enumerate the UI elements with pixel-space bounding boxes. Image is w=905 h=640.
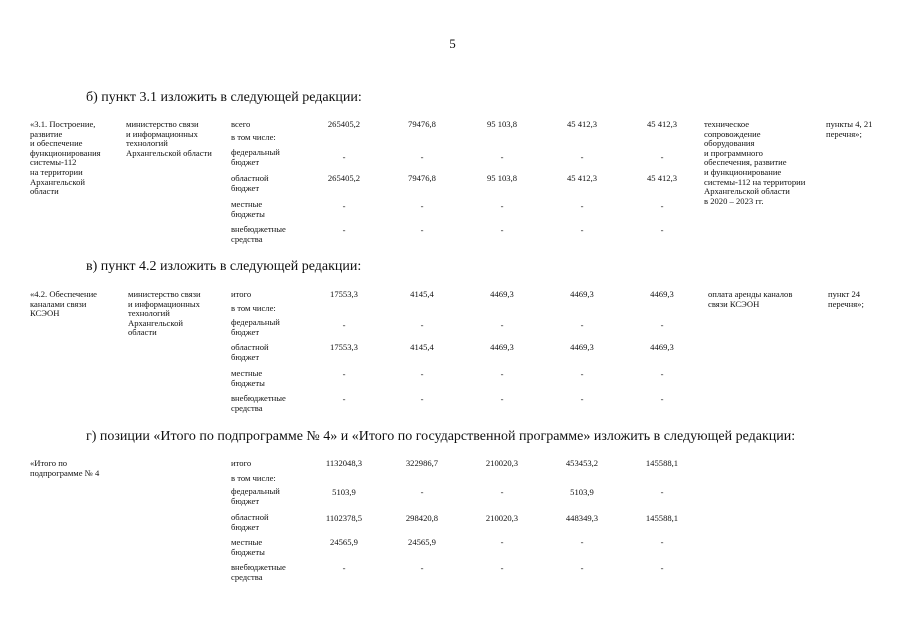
- value-cell: 448349,3: [565, 513, 599, 523]
- row-label: в том числе:: [231, 473, 276, 483]
- row-label: итого: [231, 458, 252, 468]
- row-label: местные бюджеты: [231, 537, 265, 557]
- row-label: внебюджетные средства: [231, 562, 286, 582]
- section-v-executor: министерство связи и информационных технологий Архангельской области: [128, 289, 201, 338]
- value-cell: -: [420, 201, 424, 211]
- value-cell: -: [660, 201, 664, 211]
- value-cell: 24565,9: [330, 537, 358, 547]
- value-cell: -: [660, 487, 664, 497]
- value-cell: -: [420, 394, 424, 404]
- section-g-name: «Итого по подпрограмме № 4: [30, 458, 100, 478]
- row-label: всего: [231, 119, 251, 129]
- section-v-heading: в) пункт 4.2 изложить в следующей редакции:: [86, 259, 362, 274]
- value-cell: -: [580, 394, 584, 404]
- value-cell: -: [342, 320, 346, 330]
- value-cell: -: [660, 394, 664, 404]
- value-cell: -: [500, 201, 504, 211]
- value-cell: 1102378,5: [325, 513, 363, 523]
- value-cell: -: [420, 369, 424, 379]
- value-cell: -: [580, 152, 584, 162]
- value-cell: -: [342, 394, 346, 404]
- row-label: в том числе:: [231, 303, 276, 313]
- value-cell: 145588,1: [645, 458, 679, 468]
- value-cell: 5103,9: [332, 487, 356, 497]
- row-label: местные бюджеты: [231, 199, 265, 219]
- value-cell: 79476,8: [408, 119, 436, 129]
- value-cell: -: [660, 537, 664, 547]
- value-cell: -: [420, 152, 424, 162]
- value-cell: -: [580, 201, 584, 211]
- row-label: внебюджетные средства: [231, 393, 286, 413]
- value-cell: -: [500, 369, 504, 379]
- value-cell: -: [342, 152, 346, 162]
- value-cell: -: [660, 369, 664, 379]
- value-cell: -: [580, 369, 584, 379]
- value-cell: -: [500, 537, 504, 547]
- section-b-executor: министерство связи и информационных технологий Архангельской области: [126, 119, 212, 158]
- row-label: внебюджетные средства: [231, 224, 286, 244]
- value-cell: -: [420, 563, 424, 573]
- value-cell: 45 412,3: [566, 173, 598, 183]
- section-g-heading: г) позиции «Итого по подпрограмме № 4» и «Итого по государственной программе» изложить в следующей редакции:: [86, 429, 796, 444]
- value-cell: 4469,3: [570, 289, 594, 299]
- value-cell: -: [500, 152, 504, 162]
- value-cell: -: [660, 152, 664, 162]
- value-cell: -: [500, 225, 504, 235]
- value-cell: 4469,3: [490, 342, 514, 352]
- value-cell: -: [660, 225, 664, 235]
- value-cell: -: [342, 369, 346, 379]
- value-cell: -: [500, 394, 504, 404]
- value-cell: 95 103,8: [486, 173, 518, 183]
- value-cell: 210020,3: [485, 513, 519, 523]
- value-cell: -: [420, 225, 424, 235]
- section-b-name: «3.1. Построение, развитие и обеспечение функционирования системы-112 на территории Архангельской области: [30, 119, 101, 197]
- value-cell: 24565,9: [408, 537, 436, 547]
- value-cell: 265405,2: [327, 173, 361, 183]
- value-cell: 210020,3: [485, 458, 519, 468]
- page-number: 5: [449, 36, 456, 51]
- value-cell: 265405,2: [327, 119, 361, 129]
- section-v-result: оплата аренды каналов связи КСЭОН: [708, 289, 793, 309]
- section-b-heading: б) пункт 3.1 изложить в следующей редакции:: [86, 90, 362, 105]
- value-cell: -: [420, 320, 424, 330]
- row-label: в том числе:: [231, 132, 276, 142]
- value-cell: -: [660, 320, 664, 330]
- section-b-result: техническое сопровождение оборудования и программного обеспечения, развитие и функционирование системы-112 на территории Архангельской области в 2020 – 2023 гг.: [704, 119, 806, 206]
- section-v-link: пункт 24 перечня»;: [828, 289, 864, 309]
- value-cell: 145588,1: [645, 513, 679, 523]
- value-cell: 45 412,3: [646, 173, 678, 183]
- value-cell: 17553,3: [330, 289, 358, 299]
- row-label: областной бюджет: [231, 342, 269, 362]
- value-cell: 322986,7: [405, 458, 439, 468]
- value-cell: 453453,2: [565, 458, 599, 468]
- row-label: федеральный бюджет: [231, 486, 280, 506]
- value-cell: -: [580, 537, 584, 547]
- value-cell: 45 412,3: [566, 119, 598, 129]
- value-cell: -: [342, 201, 346, 211]
- value-cell: -: [500, 320, 504, 330]
- value-cell: -: [580, 320, 584, 330]
- value-cell: 4469,3: [490, 289, 514, 299]
- value-cell: -: [500, 487, 504, 497]
- row-label: местные бюджеты: [231, 368, 265, 388]
- value-cell: 4469,3: [650, 289, 674, 299]
- value-cell: 95 103,8: [486, 119, 518, 129]
- value-cell: 4469,3: [570, 342, 594, 352]
- value-cell: -: [500, 563, 504, 573]
- value-cell: 79476,8: [408, 173, 436, 183]
- value-cell: 5103,9: [570, 487, 594, 497]
- value-cell: -: [342, 225, 346, 235]
- value-cell: 298420,8: [405, 513, 439, 523]
- value-cell: 4145,4: [410, 289, 434, 299]
- value-cell: 4469,3: [650, 342, 674, 352]
- section-b-link: пункты 4, 21 перечня»;: [826, 119, 873, 139]
- value-cell: 4145,4: [410, 342, 434, 352]
- value-cell: -: [660, 563, 664, 573]
- row-label: итого: [231, 289, 252, 299]
- row-label: федеральный бюджет: [231, 317, 280, 337]
- value-cell: 17553,3: [330, 342, 358, 352]
- value-cell: -: [342, 563, 346, 573]
- row-label: областной бюджет: [231, 512, 269, 532]
- row-label: областной бюджет: [231, 173, 269, 193]
- value-cell: 1132048,3: [325, 458, 363, 468]
- value-cell: -: [580, 563, 584, 573]
- section-v-name: «4.2. Обеспечение каналами связи КСЭОН: [30, 289, 97, 319]
- value-cell: -: [420, 487, 424, 497]
- value-cell: -: [580, 225, 584, 235]
- value-cell: 45 412,3: [646, 119, 678, 129]
- row-label: федеральный бюджет: [231, 147, 280, 167]
